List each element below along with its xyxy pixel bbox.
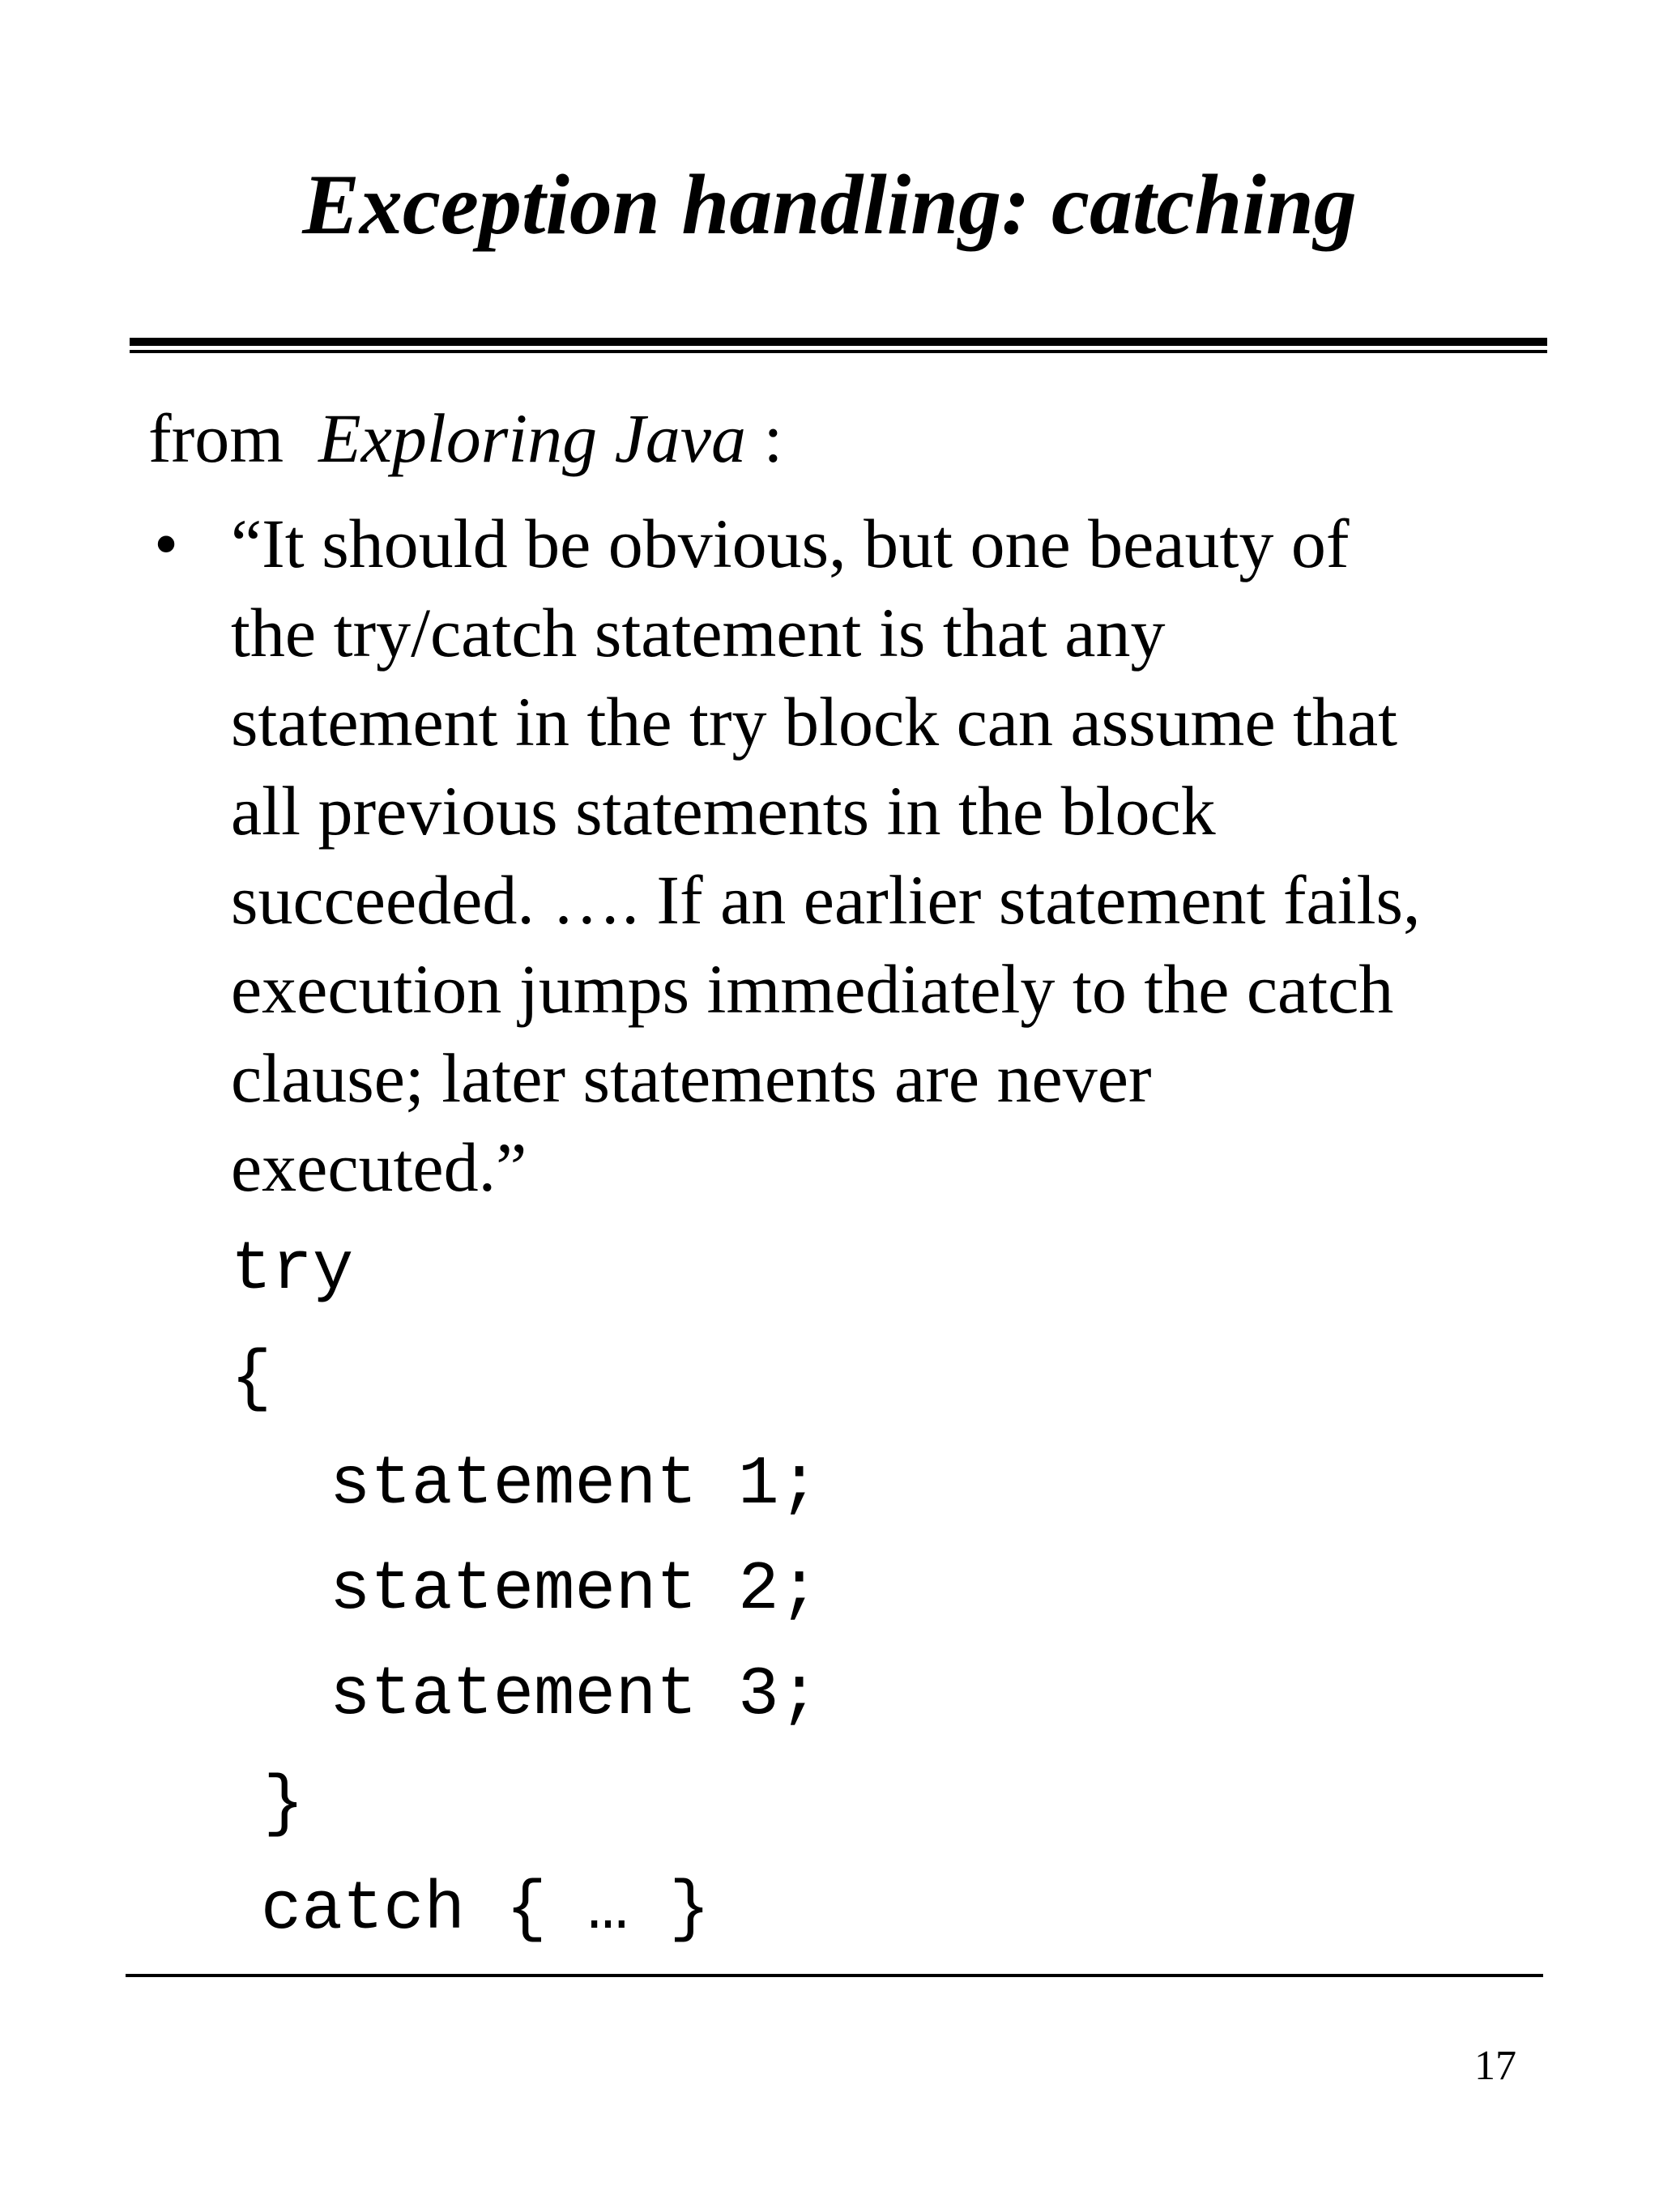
- source-book-title: Exploring Java: [318, 399, 746, 477]
- code-line-try: try: [231, 1232, 354, 1309]
- source-prefix: from: [148, 399, 284, 477]
- quote-line: execution jumps immediately to the catch: [231, 950, 1394, 1028]
- quote-line: the try/catch statement is that any: [231, 594, 1166, 671]
- quote-line: clause; later statements are never: [231, 1039, 1152, 1117]
- code-line-statement: statement 3;: [330, 1657, 820, 1734]
- code-line-statement: statement 2;: [330, 1552, 820, 1629]
- code-line-close-brace: }: [263, 1767, 305, 1843]
- code-line-open-brace: {: [231, 1341, 272, 1418]
- quote-line: all previous statements in the block: [231, 772, 1216, 850]
- title-divider-thick: [130, 338, 1547, 346]
- bullet-marker: •: [154, 505, 179, 582]
- slide-title: Exception handling: catching: [302, 157, 1357, 252]
- code-line-statement: statement 1;: [330, 1447, 820, 1524]
- source-attribution: [148, 399, 783, 477]
- page-number: 17: [1474, 2043, 1516, 2089]
- source-suffix: :: [763, 399, 783, 477]
- quote-line: executed.”: [231, 1128, 527, 1206]
- quote-line: statement in the try block can assume that: [231, 683, 1398, 761]
- quote-line: “It should be obvious, but one beauty of: [231, 505, 1350, 582]
- code-line-catch: catch { … }: [261, 1872, 710, 1949]
- footer-divider: [126, 1974, 1543, 1977]
- quote-line: succeeded. …. If an earlier statement fails,: [231, 861, 1421, 939]
- title-divider-thin: [130, 350, 1547, 353]
